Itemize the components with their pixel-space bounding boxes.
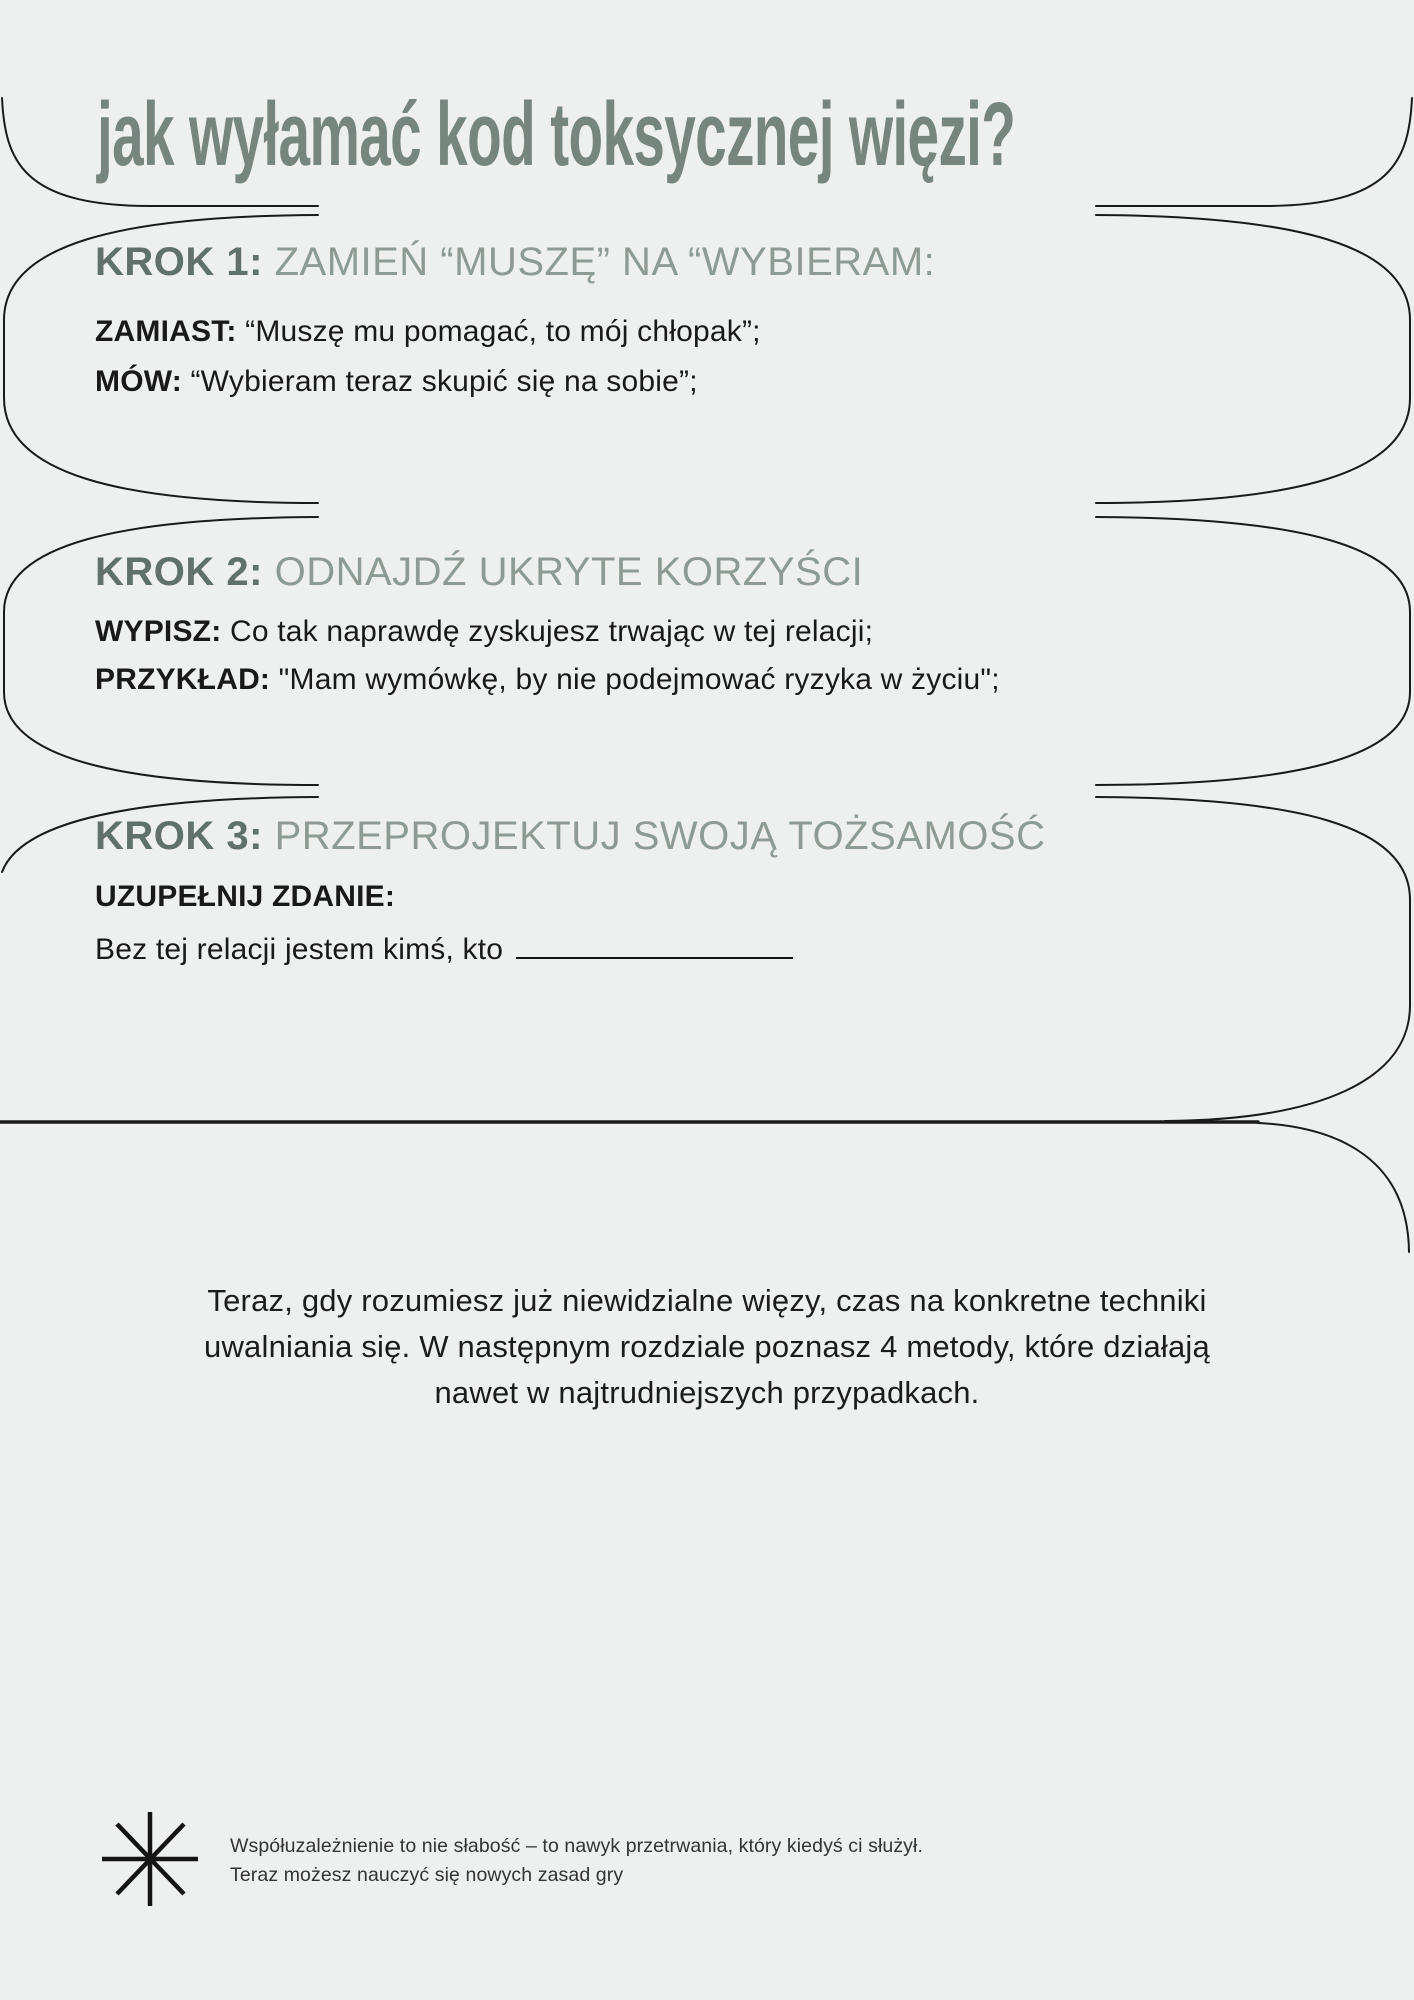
section-1-line-1-label: ZAMIAST: [95, 315, 237, 348]
section-3-step-label: KROK 3: [95, 814, 263, 858]
section-1-line-1-text: “Muszę mu pomagać, to mój chłopak”; [245, 315, 761, 348]
section-1-line-1 [95, 315, 761, 349]
frame-krok3-right [1096, 797, 1410, 1121]
frame-krok1-right [1096, 215, 1410, 503]
section-1-line-2 [95, 365, 698, 399]
section-3-line-2 [95, 933, 793, 967]
section-2-line-1-text: Co tak naprawdę zyskujesz trwając w tej relacji; [229, 615, 874, 648]
section-2-line-1 [95, 615, 873, 649]
section-2-line-2-label: PRZYKŁAD: [95, 663, 271, 696]
frame-title-bottom-right [1096, 98, 1412, 206]
section-3-heading-text: PRZEPROJEKTUJ SWOJĄ TOŻSAMOŚĆ [274, 814, 1046, 858]
closing-paragraph-line-2: uwalniania się. W następnym rozdziale poznasz 4 metody, które działają [204, 1329, 1210, 1364]
closing-paragraph [0, 1278, 1414, 1416]
page-title: jak wyłamać kod toksycznej więzi? [97, 85, 1016, 185]
section-3-line-2-text: Bez tej relacji jestem kimś, kto [95, 933, 504, 966]
section-1-heading [95, 240, 935, 285]
frame-bottom-area-right [1258, 1123, 1409, 1252]
section-1-line-2-text: “Wybieram teraz skupić się na sobie”; [190, 365, 698, 398]
section-2-step-label: KROK 2: [95, 550, 263, 594]
section-2-line-2 [95, 663, 1000, 697]
frame-krok2-right [1096, 517, 1410, 785]
closing-paragraph-line-3: nawet w najtrudniejszych przypadkach. [434, 1375, 980, 1410]
footer-note-line-1: Współuzależnienie to nie słabość – to nawyk przetrwania, który kiedyś ci służył. [230, 1835, 923, 1857]
section-2-line-2-text: "Mam wymówkę, by nie podejmować ryzyka w życiu"; [278, 663, 1000, 696]
section-3-line-1-label: UZUPEŁNIJ ZDANIE: [95, 880, 396, 913]
closing-paragraph-line-1: Teraz, gdy rozumiesz już niewidzialne więzy, czas na konkretne techniki [207, 1283, 1207, 1318]
asterisk-star-icon [96, 1806, 206, 1912]
section-1-line-2-label: MÓW: [95, 365, 182, 398]
section-2-heading-text: ODNAJDŹ UKRYTE KORZYŚCI [274, 550, 864, 594]
section-2-line-1-label: WYPISZ: [95, 615, 222, 648]
footer-note [230, 1832, 923, 1890]
section-3-line-1 [95, 880, 395, 914]
section-1-step-label: KROK 1: [95, 240, 263, 284]
section-1-heading-text: ZAMIEŃ “MUSZĘ” NA “WYBIERAM: [274, 240, 936, 284]
section-3-heading [95, 814, 1045, 859]
section-2-heading [95, 550, 863, 595]
footer-note-line-2: Teraz możesz nauczyć się nowych zasad gry [230, 1864, 624, 1886]
fill-in-blank-line [516, 953, 793, 959]
